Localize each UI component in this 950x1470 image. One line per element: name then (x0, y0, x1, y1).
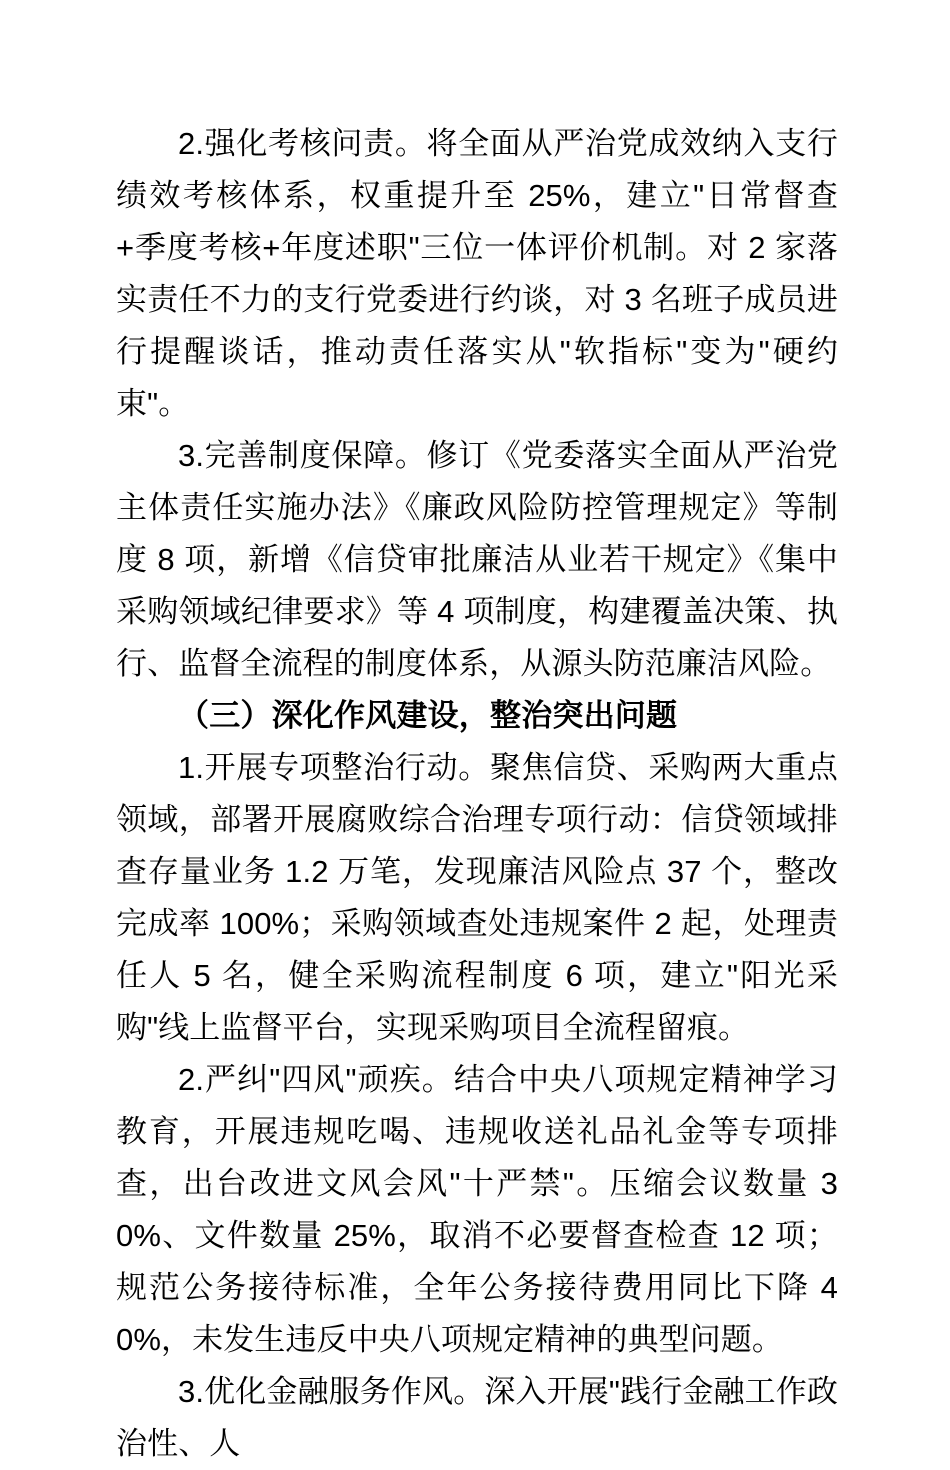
paragraph-optimize-financial-service-style: 3.优化金融服务作风。深入开展"践行金融工作政治性、人 (116, 1374, 838, 1461)
paragraph-strengthen-assessment: 2.强化考核问责。将全面从严治党成效纳入支行绩效考核体系，权重提升至 25%，建立"日常督查+季度考核+年度述职"三位一体评价机制。对 2 家落实责任不力的支行党委进行约谈，对 3 名班子成员进行提醒谈话，推动责任落实从"软指标"变为"硬约束"。 (116, 126, 838, 421)
paragraph-correct-four-winds: 2.严纠"四风"顽疾。结合中央八项规定精神学习教育，开展违规吃喝、违规收送礼品礼金等专项排查，出台改进文风会风"十严禁"。压缩会议数量 30%、文件数量 25%，取消不必要督查检查 12 项；规范公务接待标准，全年公务接待费用同比下降 40%，未发生违反中央八项规定精神的典型问题。 (116, 1062, 838, 1357)
section-heading-three: （三）深化作风建设，整治突出问题 (178, 698, 678, 733)
paragraph-improve-system-guarantee: 3.完善制度保障。修订《党委落实全面从严治党主体责任实施办法》《廉政风险防控管理规定》等制度 8 项，新增《信贷审批廉洁从业若干规定》《集中采购领域纪律要求》等 4 项制度，构建覆盖决策、执行、监督全流程的制度体系，从源头防范廉洁风险。 (116, 438, 838, 681)
paragraph-special-rectification-action: 1.开展专项整治行动。聚焦信贷、采购两大重点领域，部署开展腐败综合治理专项行动：信贷领域排查存量业务 1.2 万笔，发现廉洁风险点 37 个，整改完成率 100%；采购领域查处违规案件 2 起，处理责任人 5 名，健全采购流程制度 6 项，建立"阳光采购"线上监督平台，实现采购项目全流程留痕。 (116, 750, 838, 1045)
text-column (116, 118, 838, 1470)
